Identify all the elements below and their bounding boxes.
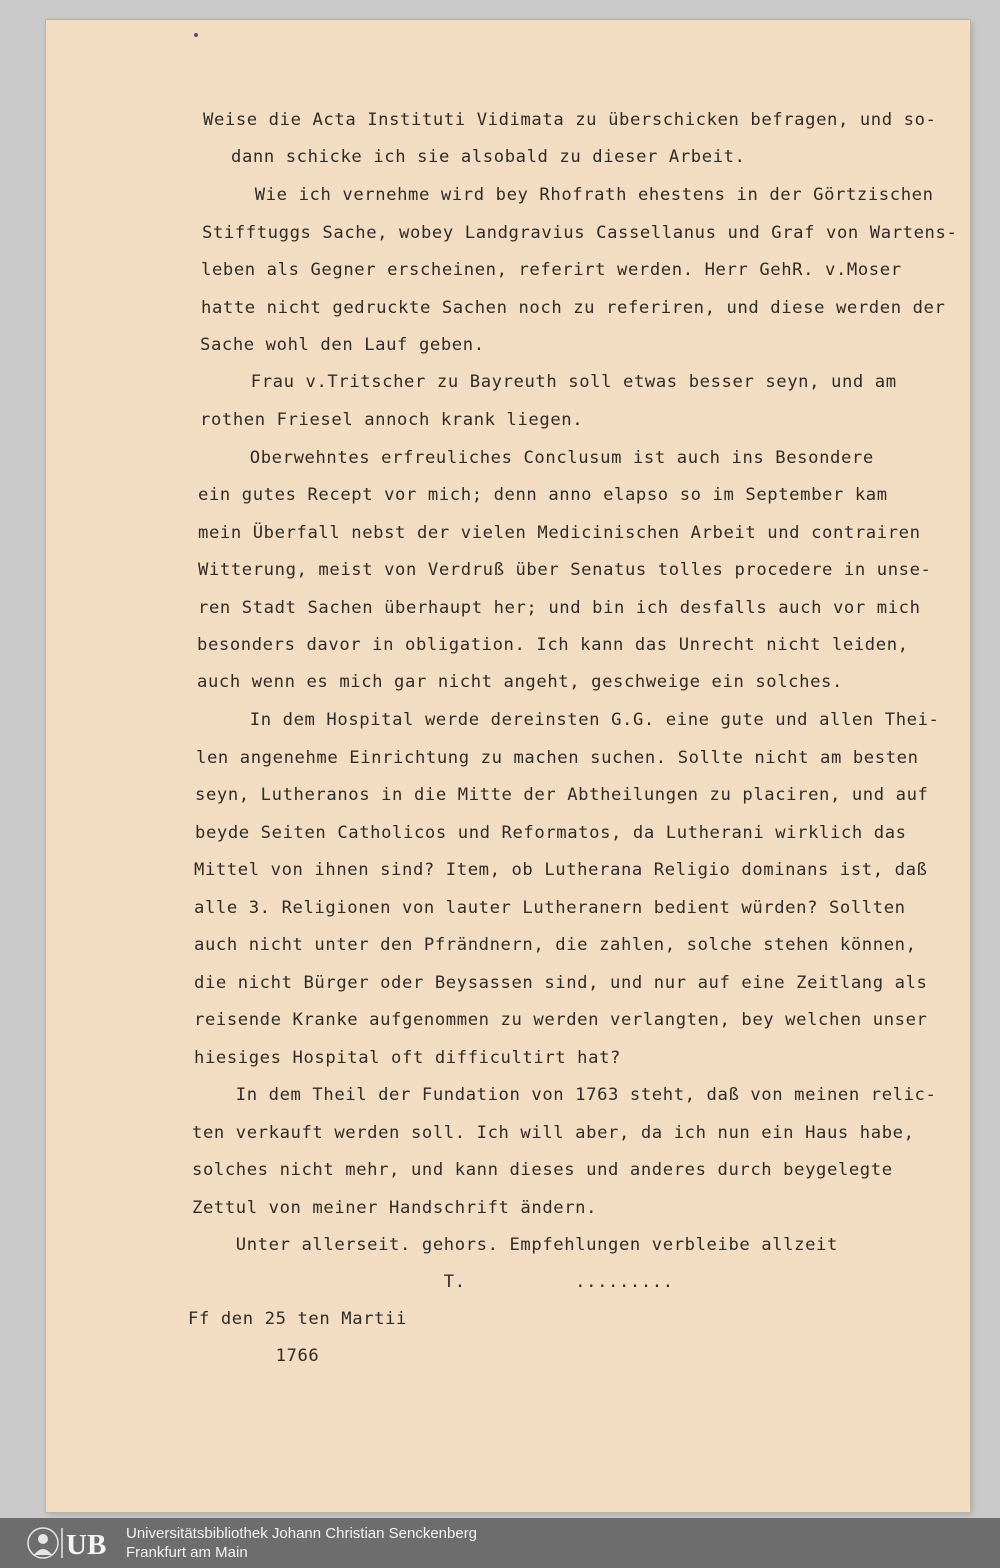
- text-line: rothen Friesel annoch krank liegen.: [200, 410, 584, 430]
- institution-name: Universitätsbibliothek Johann Christian Senckenberg: [126, 1525, 478, 1542]
- text-line: besonders davor in obligation. Ich kann das Unrecht nicht leiden,: [197, 635, 909, 655]
- text-line: In dem Hospital werde dereinsten G.G. eine gute und allen Thei-: [206, 710, 940, 730]
- senckenberg-portrait-icon: [26, 1525, 114, 1561]
- text-line: ten verkauft werden soll. Ich will aber, da ich nun ein Haus habe,: [192, 1123, 915, 1143]
- text-line: ren Stadt Sachen überhaupt her; und bin ich desfalls auch vor mich: [198, 598, 921, 618]
- text-line: dann schicke ich sie alsobald zu dieser Arbeit.: [231, 147, 746, 167]
- text-line: reisende Kranke aufgenommen zu werden verlangten, bey welchen unser: [194, 1010, 928, 1030]
- ub-logo: [26, 1525, 114, 1561]
- text-line: Frau v.Tritscher zu Bayreuth soll etwas besser seyn, und am: [207, 372, 897, 392]
- text-line: solches nicht mehr, und kann dieses und anderes durch beygelegte: [192, 1160, 893, 1180]
- library-footer: [0, 1518, 1000, 1568]
- text-line: Sache wohl den Lauf geben.: [200, 335, 485, 355]
- text-line: 1766: [188, 1346, 320, 1366]
- text-line: Weise die Acta Instituti Vidimata zu überschicken befragen, und so-: [203, 110, 937, 130]
- text-line: alle 3. Religionen von lauter Lutheranern bedient würden? Sollten: [194, 898, 906, 918]
- text-line: die nicht Bürger oder Beysassen sind, und nur auf eine Zeitlang als: [194, 973, 928, 993]
- document-page: [46, 20, 970, 1512]
- text-line: T. .........: [192, 1272, 674, 1292]
- text-line: len angenehme Einrichtung zu machen suchen. Sollte nicht am besten: [196, 748, 919, 768]
- typewritten-text: [46, 20, 970, 1512]
- text-line: Witterung, meist von Verdruß über Senatus tolles procedere in unse-: [198, 560, 932, 580]
- text-line: seyn, Lutheranos in die Mitte der Abtheilungen zu placiren, und auf: [195, 785, 929, 805]
- text-line: auch nicht unter den Pfrändnern, die zahlen, solche stehen können,: [194, 935, 917, 955]
- paper-speck: [194, 33, 198, 37]
- text-line: Wie ich vernehme wird bey Rhofrath ehestens in der Görtzischen: [211, 185, 934, 205]
- text-line: Unter allerseit. gehors. Empfehlungen verbleibe allzeit: [192, 1235, 838, 1255]
- text-line: mein Überfall nebst der vielen Medicinischen Arbeit und contrairen: [198, 523, 921, 543]
- text-line: ein gutes Recept vor mich; denn anno elapso so im September kam: [198, 485, 888, 505]
- text-line: hatte nicht gedruckte Sachen noch zu referiren, und diese werden der: [201, 298, 946, 318]
- text-line: Mittel von ihnen sind? Item, ob Lutherana Religio dominans ist, daß: [194, 860, 928, 880]
- text-line: Stifftuggs Sache, wobey Landgravius Cassellanus und Graf von Wartens-: [202, 223, 958, 243]
- text-line: Ff den 25 ten Martii: [188, 1309, 407, 1329]
- logo-text: UB: [66, 1529, 107, 1561]
- footer-text: [126, 1524, 477, 1562]
- text-line: Zettul von meiner Handschrift ändern.: [192, 1198, 598, 1218]
- institution-city: Frankfurt am Main: [126, 1544, 248, 1561]
- text-line: beyde Seiten Catholicos und Reformatos, da Lutherani wirklich das: [195, 823, 907, 843]
- text-line: auch wenn es mich gar nicht angeht, geschweige ein solches.: [197, 672, 843, 692]
- text-line: Oberwehntes erfreuliches Conclusum ist auch ins Besondere: [206, 448, 874, 468]
- text-line: hiesiges Hospital oft difficultirt hat?: [194, 1048, 621, 1068]
- text-line: In dem Theil der Fundation von 1763 steht, daß von meinen relic-: [192, 1085, 937, 1105]
- text-line: leben als Gegner erscheinen, referirt werden. Herr GehR. v.Moser: [201, 260, 902, 280]
